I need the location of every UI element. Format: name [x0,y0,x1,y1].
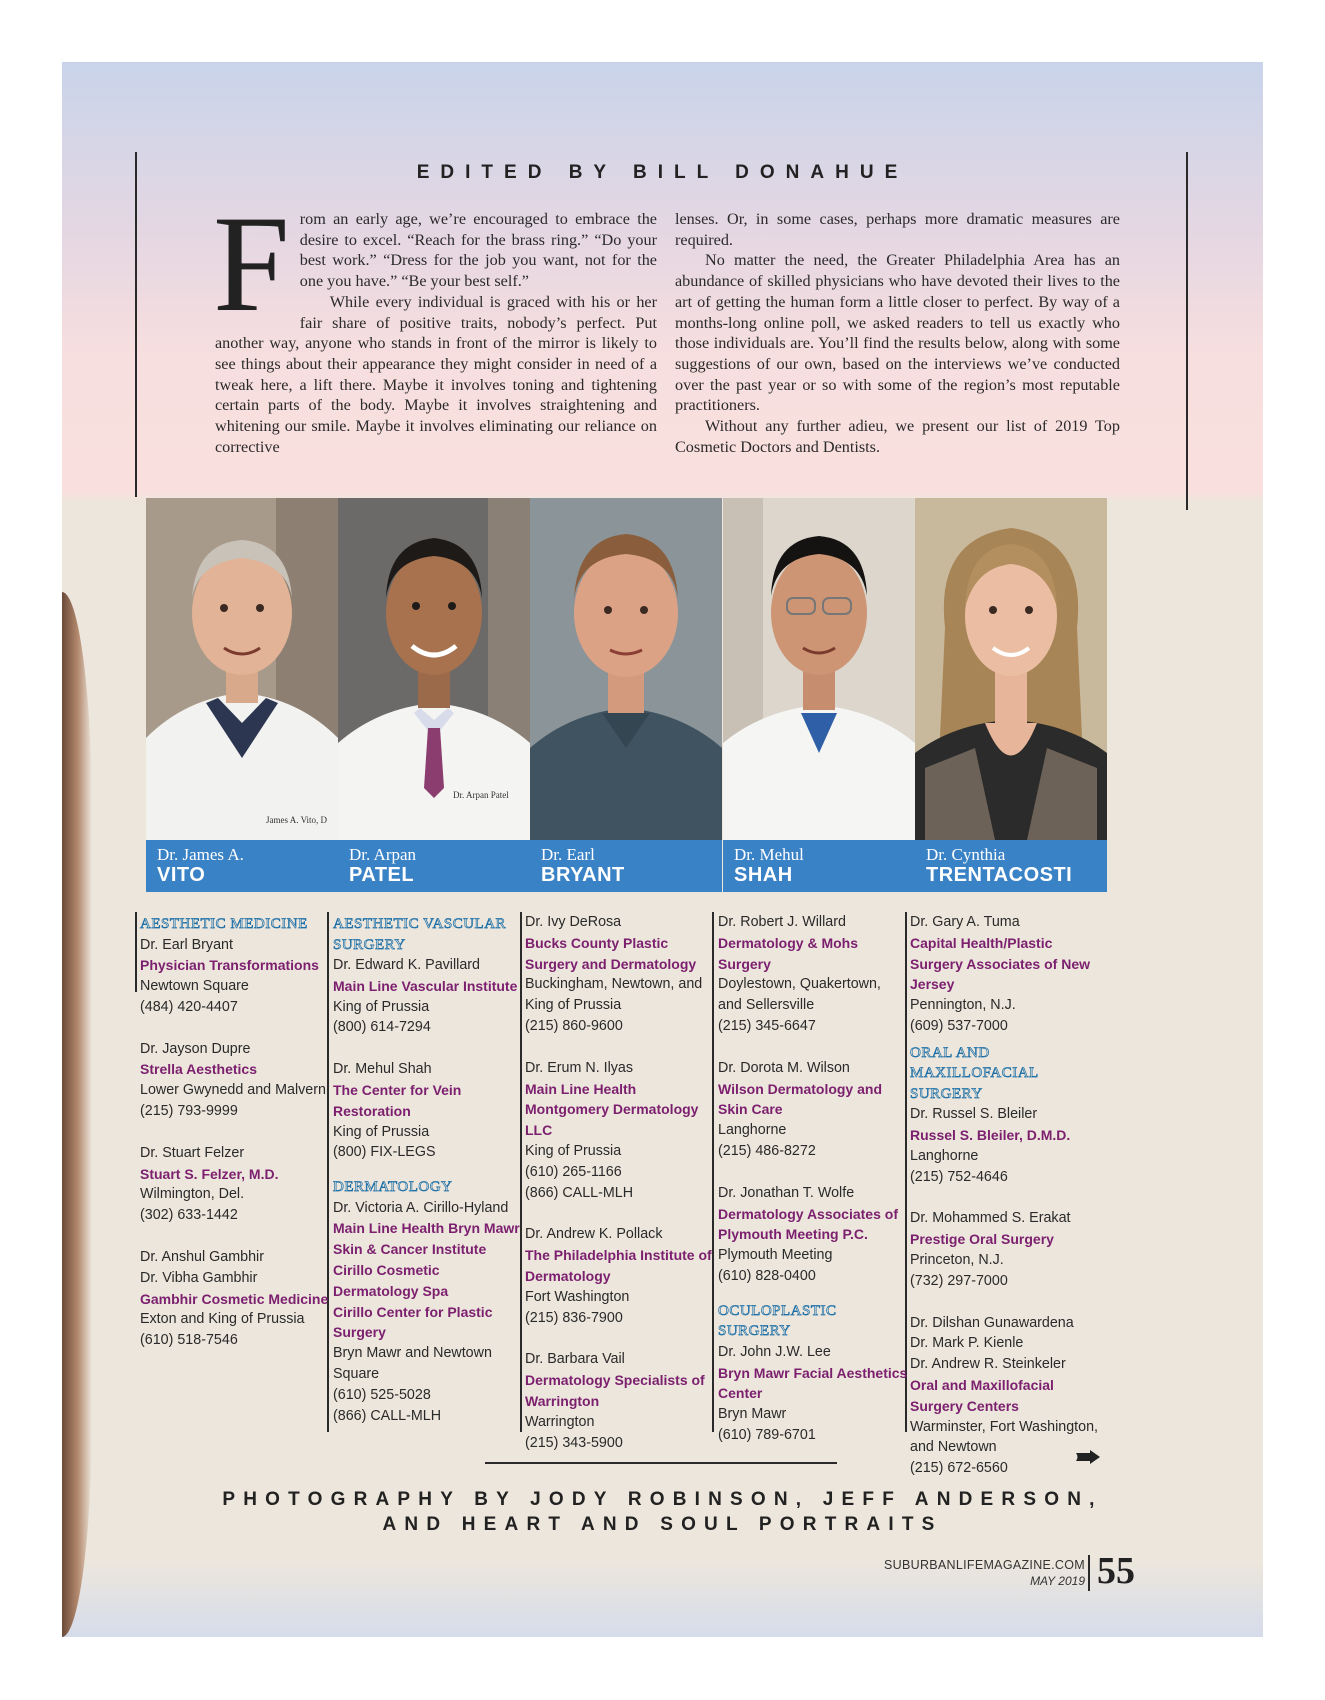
listing-column-5 [910,912,1105,1479]
listing-entry [333,955,523,1038]
phone: (609) 537-7000 [910,1017,1008,1034]
listing-entry [140,1039,330,1122]
location: King of Prussia [333,1123,430,1140]
photo-credit [62,1487,1263,1537]
doctor-photo-vito [146,498,338,886]
category-heading: AESTHETIC VASCULAR SURGERY [333,916,507,953]
doctor-name: Dr. Mohammed S. Erakat [910,1210,1071,1227]
doctor-name: Dr. Jonathan T. Wolfe [718,1184,855,1201]
category-heading: ORAL AND MAXILLOFACIAL SURGERY [910,1044,1039,1102]
doctor-last-name: PATEL [349,864,415,886]
photo-credit-line: PHOTOGRAPHY BY JODY ROBINSON, JEFF ANDERSON, [222,1489,1103,1510]
practice-name: Dermatology Specialists of Warrington [525,1372,705,1409]
phone: (215) 860-9600 [525,1017,623,1034]
practice-name: Dermatology Associates of Plymouth Meeting P.C. [718,1205,898,1243]
doctor-name: Dr. Dilshan Gunawardena Dr. Mark P. Kienle Dr. Andrew R. Steinkeler [910,1314,1074,1373]
coat-embroidery: Dr. Arpan Patel [453,790,509,800]
listing-entry [525,912,715,1037]
footer-website: SUBURBANLIFEMAGAZINE.COM [884,1558,1085,1572]
listing-entry [718,1058,908,1162]
practice-name: Strella Aesthetics [140,1061,257,1078]
phone: (215) 836-7900 [525,1309,623,1326]
left-vertical-rule [135,152,137,497]
phone: (215) 752-4646 [910,1168,1008,1185]
magazine-page [62,62,1263,1637]
name-plate-shah [723,840,915,892]
location: Exton and King of Prussia [140,1311,305,1328]
phone: (215) 345-6647 [718,1017,816,1034]
doctor-last-name: VITO [157,864,206,886]
practice-name: Main Line Vascular Institute [333,977,518,994]
name-plate-bryant [530,840,722,892]
doctor-name: Dr. Andrew K. Pollack [525,1226,663,1243]
location: Wilmington, Del. [140,1186,245,1203]
phone: (610) 265-1166 (866) CALL-MLH [525,1163,634,1201]
doctor-name: Dr. Russel S. Bleiler [910,1106,1038,1123]
listing-entry [910,912,1105,1037]
doctor-last-name: TRENTACOSTI [926,864,1073,886]
practice-name: Main Line Health Montgomery Dermatology LLC [525,1080,699,1139]
location: Bryn Mawr and Newtown Square [333,1345,492,1383]
practice-name: Oral and Maxillofacial Surgery Centers [910,1377,1054,1414]
right-vertical-rule [1186,152,1188,510]
doctor-name: Dr. Robert J. Willard [718,914,846,930]
doctor-name: Dr. Earl Bryant [140,936,233,953]
page-number: 55 [1097,1550,1135,1592]
intro-column-left [213,187,657,457]
listing-entry [140,1247,330,1351]
doctor-first-name: Dr. Arpan [349,845,417,864]
doctor-first-name: Dr. Cynthia [926,845,1006,864]
background-face-photo [62,592,92,1637]
doctor-first-name: Dr. James A. [157,845,244,864]
doctor-name: Dr. Erum N. Ilyas [525,1059,634,1076]
phone: (302) 633-1442 [140,1207,238,1224]
listing-entry [525,1224,715,1328]
doctor-name: Dr. Ivy DeRosa [525,914,622,930]
doctor-last-name: SHAH [734,864,793,886]
doctor-name: Dr. Mehul Shah [333,1061,432,1078]
coat-embroidery: James A. Vito, D [266,815,328,825]
doctor-photo-patel [338,498,530,886]
phone: (484) 420-4407 [140,998,238,1015]
doctor-portrait-patel [338,498,530,840]
practice-name: Bucks County Plastic Surgery and Dermatology [525,934,697,972]
doctor-name: Dr. Victoria A. Cirillo-Hyland [333,1199,509,1216]
intro-paragraph: Without any further adieu, we present our list of 2019 Top Cosmetic Doctors and Dentists. [675,417,1120,456]
intro-paragraph: lenses. Or, in some cases, perhaps more dramatic measures are required. [675,210,1120,249]
name-plate-trentacosti [915,840,1107,892]
location: Newtown Square [140,978,249,995]
phone: (610) 789-6701 [718,1426,816,1443]
phone: (732) 297-7000 [910,1272,1008,1289]
intro-paragraph: While every individual is graced with his or her fair share of positive traits, nobody’s perfect. Put another way, anyone who stands in front of the mirror is likely to see things about their appearance they might consider in need of a tweak here, a lift there. Maybe it involves toning and tightening certain parts of the body. Maybe it involves straightening and whitening our smile. Maybe it involves eliminating our reliance on corrective [215,292,657,456]
listing-entry [333,1059,523,1163]
credit-divider [485,1462,837,1464]
doctor-name: Dr. Dorota M. Wilson [718,1059,850,1076]
practice-name: Russel S. Bleiler, D.M.D. [910,1127,1071,1144]
listing-entry [718,912,908,1037]
phone: (610) 518-7546 [140,1332,238,1349]
phone: (215) 672-6560 [910,1460,1008,1477]
practice-name: Gambhir Cosmetic Medicine [140,1290,329,1307]
location: Pennington, N.J. [910,997,1016,1014]
doctor-name: Dr. Jayson Dupre [140,1040,251,1057]
listing-entry [140,935,330,1018]
phone: (800) 614-7294 [333,1019,431,1036]
listing-entry [718,1342,908,1446]
practice-name: The Philadelphia Institute of Dermatology [525,1247,712,1284]
location: Bryn Mawr [718,1406,787,1423]
column-divider [135,912,137,992]
photo-credit-line: AND HEART AND SOUL PORTRAITS [382,1514,943,1535]
practice-name: Capital Health/Plastic Surgery Associates of New Jersey [910,934,1090,993]
listing-entry [525,1349,715,1453]
phone: (215) 486-8272 [718,1142,816,1159]
listing-entry [333,1198,523,1427]
listing-entry [910,1208,1105,1291]
location: Warminster, Fort Washington, and Newtown [910,1418,1099,1456]
doctor-photo-bryant [530,498,722,886]
name-plate-patel [338,840,530,892]
location: Warrington [525,1413,595,1430]
location: Buckingham, Newtown, and King of Prussia [525,976,703,1014]
location: Doylestown, Quakertown, and Sellersville [718,976,881,1014]
category-heading: AESTHETIC MEDICINE [140,916,308,932]
doctor-portrait-trentacosti [915,498,1107,840]
practice-name: Main Line Health Bryn Mawr Skin & Cancer Institute Cirillo Cosmetic Dermatology Spa Cirillo Center for Plastic Surgery [333,1220,520,1341]
category-heading: OCULOPLASTIC SURGERY [718,1302,837,1340]
doctor-name: Dr. Edward K. Pavillard [333,957,480,973]
doctor-photo-trentacosti [915,498,1107,886]
phone: (610) 525-5028 (866) CALL-MLH [333,1386,442,1424]
doctor-name: Dr. Stuart Felzer [140,1144,245,1161]
phone: (610) 828-0400 [718,1267,816,1284]
doctor-name: Dr. Gary A. Tuma [910,914,1020,930]
continued-arrow-icon [1075,1450,1101,1464]
practice-name: The Center for Vein Restoration [333,1081,462,1119]
location: Princeton, N.J. [910,1252,1004,1269]
category-heading: DERMATOLOGY [333,1179,453,1196]
listing-column-4 [718,912,908,1446]
listing-column-2 [333,914,523,1426]
doctor-first-name: Dr. Earl [541,845,595,864]
doctor-first-name: Dr. Mehul [734,845,804,864]
practice-name: Wilson Dermatology and Skin Care [718,1080,883,1118]
listing-entry [525,1058,715,1204]
phone: (800) FIX-LEGS [333,1144,436,1161]
phone: (215) 343-5900 [525,1434,623,1451]
practice-name: Physician Transformations [140,957,319,974]
listing-entry [140,1143,330,1226]
footer-divider [1088,1555,1090,1591]
location: Langhorne [910,1147,979,1164]
location: Langhorne [718,1122,787,1139]
doctor-name: Dr. John J.W. Lee [718,1343,831,1360]
location: Plymouth Meeting [718,1247,833,1264]
phone: (215) 793-9999 [140,1103,238,1120]
location: Lower Gwynedd and Malvern [140,1082,326,1099]
listing-column-1 [140,914,330,1351]
practice-name: Prestige Oral Surgery [910,1231,1054,1248]
doctor-portrait-bryant [530,498,722,840]
doctor-portrait-shah [723,498,915,840]
listing-entry [910,1104,1105,1187]
drop-cap: F [213,187,290,340]
doctor-photo-shah [723,498,915,886]
editor-credit: EDITED BY BILL DONAHUE [416,162,909,183]
practice-name: Bryn Mawr Facial Aesthetics Center [718,1364,908,1402]
practice-name: Stuart S. Felzer, M.D. [140,1165,279,1182]
practice-name: Dermatology & Mohs Surgery [718,934,859,972]
doctor-last-name: BRYANT [541,864,625,886]
intro-paragraph: No matter the need, the Greater Philadelphia Area has an abundance of skilled physicians who have devoted their lives to the art of getting the human form a little closer to perfect. By way of a months-long online poll, we asked readers to tell us exactly who those individuals are. You’ll find the results below, along with some suggestions of our own, based on the interviews we’ve conducted over the past year or so with some of the region’s most reputable practitioners. [675,251,1120,415]
doctor-name: Dr. Barbara Vail [525,1351,625,1368]
intro-paragraph: rom an early age, we’re encouraged to embrace the desire to excel. “Reach for the brass ring.” “Do your best work.” “Dress for the job you want, not for the one you have.” “Be your best self.” [299,210,657,291]
listing-entry [718,1183,908,1287]
name-plate-vito [146,840,338,892]
listing-column-3 [525,912,715,1453]
footer-date: MAY 2019 [1030,1574,1085,1588]
doctor-portrait-vito [146,498,338,840]
doctor-name: Dr. Anshul Gambhir Dr. Vibha Gambhir [140,1249,264,1286]
location: King of Prussia [333,998,430,1015]
location: Fort Washington [525,1288,630,1305]
location: King of Prussia [525,1142,622,1159]
intro-column-right [675,209,1120,457]
